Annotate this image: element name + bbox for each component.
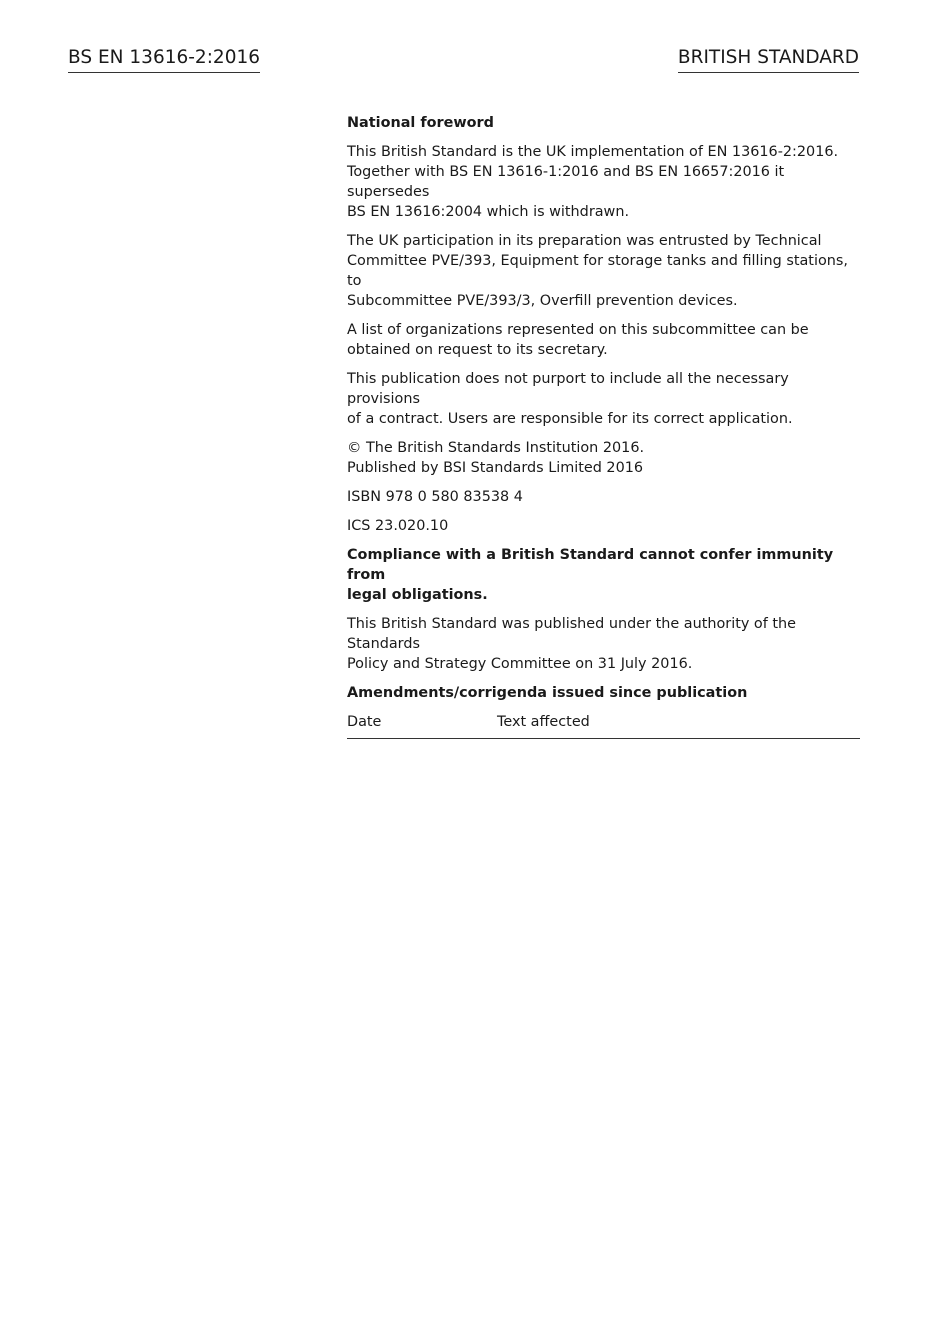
isbn-line: ISBN 978 0 580 83538 4 [347,489,523,505]
authority-paragraph [347,614,860,674]
text-affected-column-header: Text affected [497,714,590,730]
national-foreword-section [347,113,860,739]
authority-line-2: Policy and Strategy Committee on 31 July 2016. [347,656,693,672]
implementation-line-1: This British Standard is the UK implementation of EN 13616-2:2016. [347,144,839,160]
organizations-paragraph [347,320,860,360]
provisions-paragraph [347,369,860,429]
amendments-title: Amendments/corrigenda issued since publication [347,685,748,701]
implementation-line-2: Together with BS EN 13616-1:2016 and BS EN 16657:2016 it supersedes [347,164,785,200]
participation-line-2: Committee PVE/393, Equipment for storage tanks and filling stations, to [347,253,848,289]
provisions-line-1: This publication does not purport to include all the necessary provisions [347,371,789,407]
publisher-line: Published by BSI Standards Limited 2016 [347,460,644,476]
authority-line-1: This British Standard was published under the authority of the Standards [347,616,796,652]
compliance-paragraph [347,545,860,605]
implementation-paragraph [347,142,860,222]
implementation-line-3: BS EN 13616:2004 which is withdrawn. [347,204,630,220]
ics-line: ICS 23.020.10 [347,518,449,534]
standard-type-header: BRITISH STANDARD [678,46,859,73]
provisions-line-2: of a contract. Users are responsible for its correct application. [347,411,793,427]
compliance-line-2: legal obligations. [347,587,488,603]
participation-line-3: Subcommittee PVE/393/3, Overfill prevention devices. [347,293,738,309]
organizations-line-2: obtained on request to its secretary. [347,342,608,358]
amendments-table-header [347,712,860,739]
copyright-paragraph [347,438,860,478]
copyright-line: © The British Standards Institution 2016. [347,440,645,456]
participation-paragraph [347,231,860,311]
participation-line-1: The UK participation in its preparation was entrusted by Technical [347,233,822,249]
date-column-header: Date [347,714,382,730]
compliance-line-1: Compliance with a British Standard cannot confer immunity from [347,547,834,583]
organizations-line-1: A list of organizations represented on this subcommittee can be [347,322,809,338]
foreword-title: National foreword [347,115,494,131]
document-code-header: BS EN 13616-2:2016 [68,46,260,73]
